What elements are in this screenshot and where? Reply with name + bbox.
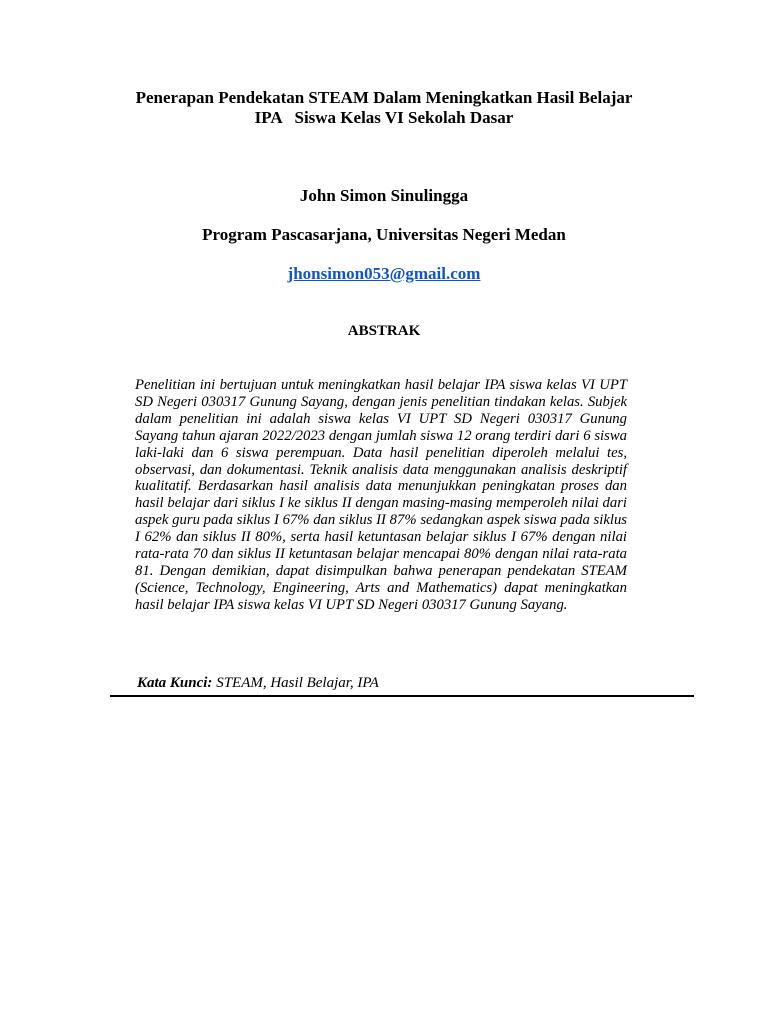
keywords — [137, 674, 379, 692]
author-affiliation: Program Pascasarjana, Universitas Negeri Medan — [202, 225, 566, 244]
paper-title — [84, 88, 684, 128]
keywords-label: Kata Kunci: — [137, 675, 213, 691]
paper-title-line-2: IPA Siswa Kelas VI Sekolah Dasar — [254, 108, 514, 127]
paper-title-line-1: Penerapan Pendekatan STEAM Dalam Meningkatkan Hasil Belajar — [135, 88, 633, 107]
email-link[interactable]: jhonsimon053@gmail.com — [287, 264, 481, 283]
author-name: John Simon Sinulingga — [299, 186, 469, 205]
horizontal-rule — [110, 695, 694, 697]
abstract-heading: ABSTRAK — [347, 323, 421, 339]
author-email — [84, 264, 684, 284]
keywords-value: STEAM, Hasil Belajar, IPA — [212, 675, 379, 691]
abstract-body: Penelitian ini bertujuan untuk meningkatkan hasil belajar IPA siswa kelas VI UPT SD Negeri 030317 Gunung Sayang, dengan jenis penelitian tindakan kelas. Subjek dalam penelitian ini adalah siswa kelas VI UPT SD Negeri 030317 Gunung Sayang tahun ajaran 2022/2023 dengan jumlah siswa 12 orang terdiri dari 6 siswa laki-laki dan 6 siswa perempuan. Data hasil penelitian diperoleh melalui tes, observasi, dan dokumentasi. Teknik analisis data menggunakan analisis deskriptif kualitatif. Berdasarkan hasil analisis data menunjukkan peningkatan proses dan hasil belajar dari siklus I ke siklus II dengan masing-masing memperoleh nilai dari aspek guru pada siklus I 67% dan siklus II 87% sedangkan aspek siswa pada siklus I 62% dan siklus II 80%, serta hasil ketuntasan belajar siklus I 67% dengan nilai rata-rata 70 dan siklus II ketuntasan belajar mencapai 80% dengan nilai rata-rata 81. Dengan demikian, dapat disimpulkan bahwa penerapan pendekatan STEAM (Science, Technology, Engineering, Arts and Mathematics) dapat meningkatkan hasil belajar IPA siswa kelas VI UPT SD Negeri 030317 Gunung Sayang. — [135, 377, 627, 613]
